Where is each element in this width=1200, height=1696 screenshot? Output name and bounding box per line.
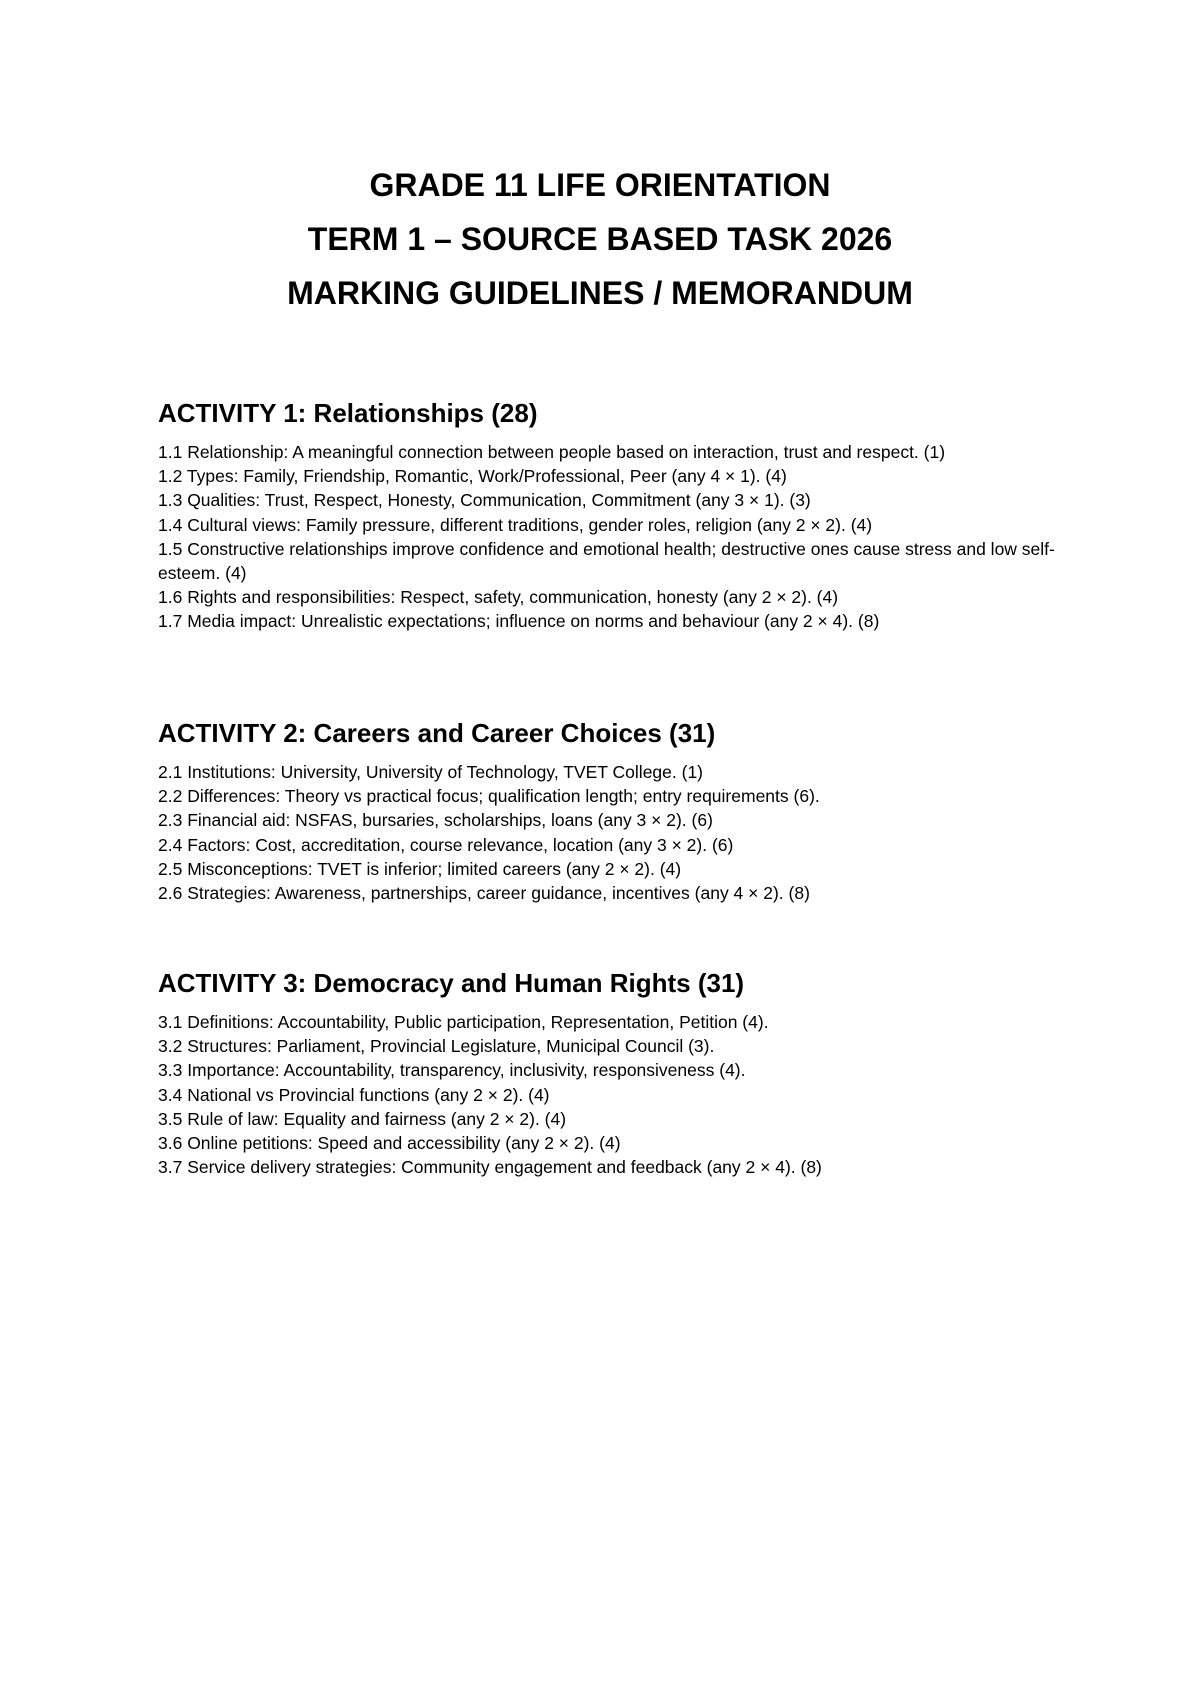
answer-2-1: 2.1 Institutions: University, University of Technology, TVET College. (1) (158, 762, 704, 782)
answer-1-3: 1.3 Qualities: Trust, Respect, Honesty, Communication, Commitment (any 3 × 1). (3) (158, 490, 811, 511)
answer-3-1: 3.1 Definitions: Accountability, Public participation, Representation, Petition (4). (158, 1012, 769, 1032)
activity-3-section (158, 968, 1058, 1179)
activity-2-heading: ACTIVITY 2: Careers and Career Choices (31) (158, 718, 716, 748)
answer-1-6: 1.6 Rights and responsibilities: Respect, safety, communication, honesty (any 2 × 2). (4) (158, 587, 839, 608)
answer-1-5: 1.5 Constructive relationships improve confidence and emotional health; destructive ones cause stress and low self-esteem. (4) (158, 538, 1055, 584)
answer-1-1: 1.1 Relationship: A meaningful connection between people based on interaction, trust and respect. (1) (158, 442, 946, 462)
answer-3-5: 3.5 Rule of law: Equality and fairness (any 2 × 2). (4) (158, 1108, 567, 1129)
answer-3-6: 3.6 Online petitions: Speed and accessibility (any 2 × 2). (4) (158, 1133, 621, 1154)
answer-3-7: 3.7 Service delivery strategies: Community engagement and feedback (any 2 × 4). (8) (158, 1157, 822, 1178)
answer-3-2: 3.2 Structures: Parliament, Provincial Legislature, Municipal Council (3). (158, 1036, 715, 1057)
title-line-grade: GRADE 11 LIFE ORIENTATION (369, 167, 831, 203)
answer-2-2: 2.2 Differences: Theory vs practical focus; qualification length; entry requirements (6). (158, 786, 820, 807)
activity-1-section (158, 398, 1058, 634)
title-line-memo: MARKING GUIDELINES / MEMORANDUM (287, 275, 913, 311)
answer-1-7: 1.7 Media impact: Unrealistic expectations; influence on norms and behaviour (any 2 × 4). (8) (158, 611, 880, 632)
answer-3-3: 3.3 Importance: Accountability, transparency, inclusivity, responsiveness (4). (158, 1060, 746, 1081)
title-line-term: TERM 1 – SOURCE BASED TASK 2026 (307, 221, 893, 257)
activity-3-heading: ACTIVITY 3: Democracy and Human Rights (31) (158, 968, 745, 998)
activity-2-section (158, 718, 1058, 905)
answer-2-5: 2.5 Misconceptions: TVET is inferior; limited careers (any 2 × 2). (4) (158, 858, 682, 879)
answer-3-4: 3.4 National vs Provincial functions (any 2 × 2). (4) (158, 1084, 550, 1105)
answer-2-6: 2.6 Strategies: Awareness, partnerships, career guidance, incentives (any 4 × 2). (8) (158, 883, 810, 904)
answer-1-4: 1.4 Cultural views: Family pressure, different traditions, gender roles, religion (any 2 × 2). (4) (158, 514, 873, 535)
answer-2-3: 2.3 Financial aid: NSFAS, bursaries, scholarships, loans (any 3 × 2). (6) (158, 810, 713, 831)
answer-1-2: 1.2 Types: Family, Friendship, Romantic, Work/Professional, Peer (any 4 × 1). (4) (158, 466, 787, 487)
activity-1-heading: ACTIVITY 1: Relationships (28) (158, 398, 538, 428)
document-title (0, 158, 1200, 320)
answer-2-4: 2.4 Factors: Cost, accreditation, course relevance, location (any 3 × 2). (6) (158, 834, 734, 855)
